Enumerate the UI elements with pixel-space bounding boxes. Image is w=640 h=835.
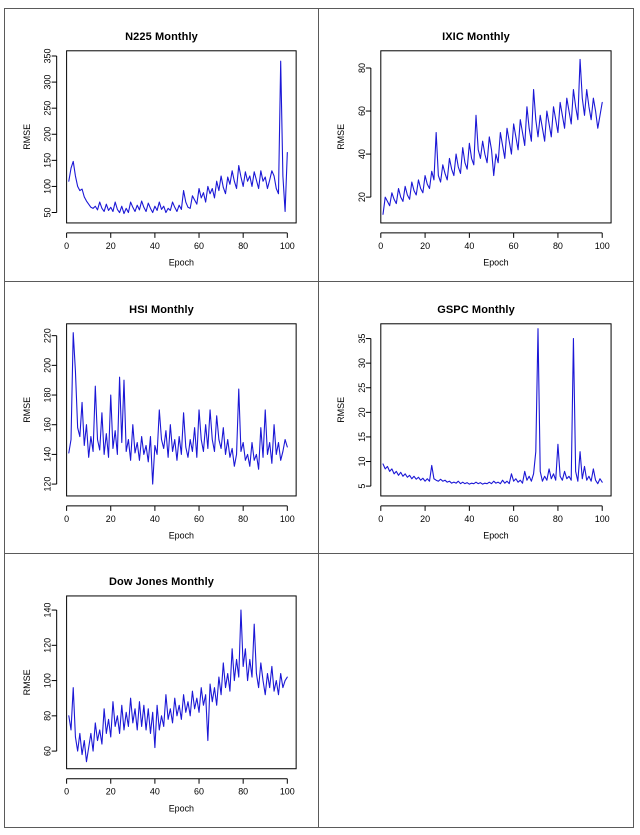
svg-text:RMSE: RMSE [21, 669, 32, 696]
svg-text:Epoch: Epoch [168, 530, 195, 541]
svg-text:40: 40 [149, 240, 160, 251]
svg-text:35: 35 [356, 333, 367, 344]
svg-text:100: 100 [594, 240, 610, 251]
svg-text:50: 50 [42, 207, 53, 218]
svg-text:200: 200 [42, 357, 53, 373]
svg-text:5: 5 [356, 483, 367, 489]
svg-text:20: 20 [105, 513, 116, 524]
svg-text:40: 40 [149, 513, 160, 524]
svg-text:160: 160 [42, 416, 53, 432]
svg-text:80: 80 [42, 711, 53, 722]
svg-text:10: 10 [356, 456, 367, 467]
svg-text:40: 40 [464, 240, 475, 251]
panel-ixic [319, 9, 633, 282]
svg-text:15: 15 [356, 431, 367, 442]
svg-text:100: 100 [42, 673, 53, 689]
svg-text:60: 60 [194, 240, 205, 251]
panel-title-n225: N225 Monthly [125, 31, 198, 43]
svg-text:20: 20 [105, 240, 116, 251]
svg-text:Epoch: Epoch [483, 257, 509, 268]
svg-text:Epoch: Epoch [483, 530, 509, 541]
svg-text:150: 150 [42, 152, 53, 168]
svg-text:RMSE: RMSE [21, 123, 32, 150]
svg-text:0: 0 [378, 240, 384, 251]
svg-text:RMSE: RMSE [21, 396, 32, 423]
svg-text:80: 80 [238, 513, 249, 524]
plot-dowjones [5, 554, 318, 827]
svg-text:0: 0 [64, 240, 70, 251]
panel-hsi [5, 282, 319, 555]
panel-gspc [319, 282, 633, 555]
svg-text:100: 100 [279, 513, 295, 524]
svg-text:140: 140 [42, 602, 53, 618]
panel-title-gspc: GSPC Monthly [437, 303, 515, 316]
plot-ixic [319, 9, 633, 281]
svg-text:350: 350 [42, 48, 53, 64]
svg-text:Epoch: Epoch [168, 257, 195, 268]
panel-n225 [5, 9, 319, 282]
svg-text:40: 40 [149, 787, 160, 798]
svg-text:250: 250 [42, 100, 53, 116]
svg-text:RMSE: RMSE [335, 396, 346, 423]
svg-text:60: 60 [194, 787, 205, 798]
svg-text:60: 60 [508, 240, 519, 251]
svg-text:0: 0 [378, 513, 384, 524]
svg-text:80: 80 [238, 240, 249, 251]
svg-text:40: 40 [464, 513, 475, 524]
svg-text:200: 200 [42, 126, 53, 142]
plot-n225 [5, 9, 318, 281]
svg-text:40: 40 [356, 149, 367, 160]
svg-text:20: 20 [420, 240, 431, 251]
svg-text:60: 60 [194, 513, 205, 524]
svg-text:RMSE: RMSE [335, 123, 346, 150]
svg-text:140: 140 [42, 446, 53, 462]
panel-title-dowjones: Dow Jones Monthly [109, 576, 214, 589]
svg-text:20: 20 [356, 407, 367, 417]
panel-empty [319, 554, 633, 827]
svg-text:60: 60 [508, 513, 519, 524]
svg-text:100: 100 [42, 178, 53, 194]
svg-text:300: 300 [42, 74, 53, 90]
svg-text:Epoch: Epoch [168, 803, 195, 815]
svg-text:80: 80 [552, 513, 563, 524]
svg-text:220: 220 [42, 327, 53, 343]
panel-dowjones [5, 554, 319, 827]
svg-text:80: 80 [238, 787, 249, 798]
svg-text:30: 30 [356, 357, 367, 368]
svg-text:120: 120 [42, 638, 53, 654]
svg-text:0: 0 [64, 787, 70, 798]
svg-text:80: 80 [356, 63, 367, 73]
svg-text:100: 100 [279, 787, 295, 798]
svg-text:60: 60 [356, 106, 367, 117]
svg-text:120: 120 [42, 476, 53, 492]
svg-text:20: 20 [356, 192, 367, 203]
panel-title-ixic: IXIC Monthly [442, 31, 510, 43]
svg-text:100: 100 [594, 513, 610, 524]
svg-text:60: 60 [42, 746, 53, 757]
panel-title-hsi: HSI Monthly [129, 303, 194, 316]
plot-hsi [5, 282, 318, 554]
svg-text:20: 20 [420, 513, 431, 524]
svg-text:0: 0 [64, 513, 70, 524]
svg-text:20: 20 [105, 787, 116, 798]
svg-text:80: 80 [552, 240, 563, 251]
svg-text:25: 25 [356, 382, 367, 393]
svg-text:180: 180 [42, 387, 53, 403]
plot-gspc [319, 282, 633, 554]
svg-text:100: 100 [279, 240, 295, 251]
panel-grid [4, 8, 634, 828]
